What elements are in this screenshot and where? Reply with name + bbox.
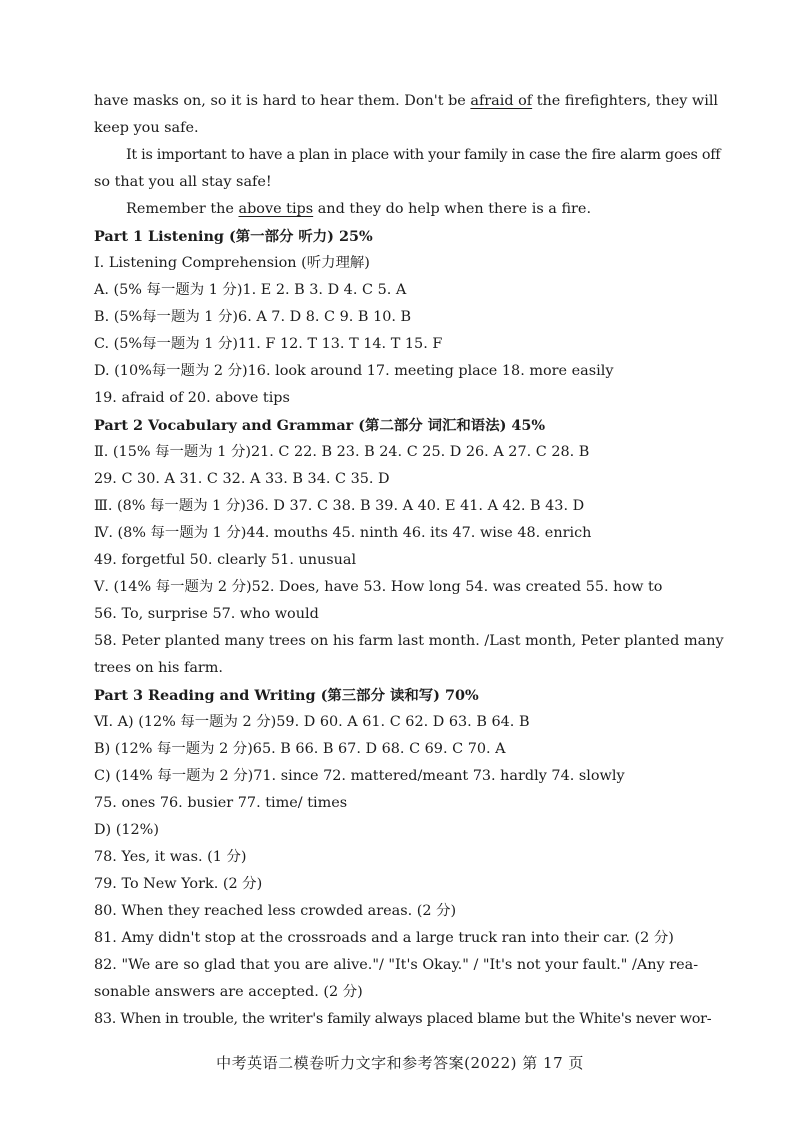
passage-line: It is important to have a plan in place with your family in case the fire alarm goes off xyxy=(126,147,721,163)
passage-line xyxy=(94,88,726,115)
passage-line: so that you all stay safe! xyxy=(94,174,272,190)
answer-line: Ⅴ. (14% 每一题为 2 分)52. Does, have 53. How long 54. was created 55. how to xyxy=(94,579,663,595)
part1-heading: Part 1 Listening (第一部分 听力) 25% xyxy=(94,228,373,245)
passage-line: keep you safe. xyxy=(94,120,199,136)
answer-line: 29. C 30. A 31. C 32. A 33. B 34. C 35. D xyxy=(94,471,390,487)
answer-line: 81. Amy didn't stop at the crossroads and a large truck ran into their car. (2 分) xyxy=(94,930,674,946)
passage-line xyxy=(94,196,726,223)
answer-line: 83. When in trouble, the writer's family always placed blame but the White's never wor- xyxy=(94,1011,712,1027)
answer-line: 82. "We are so glad that you are alive."/ "It's Okay." / "It's not your fault." /Any rea- xyxy=(94,957,699,973)
part3-heading: Part 3 Reading and Writing (第三部分 读和写) 70% xyxy=(94,687,479,704)
answer-line: 79. To New York. (2 分) xyxy=(94,876,263,892)
answer-line: 75. ones 76. busier 77. time/ times xyxy=(94,795,348,811)
passage-text: Remember the xyxy=(126,201,239,217)
answer-line: sonable answers are accepted. (2 分) xyxy=(94,984,363,1000)
answer-line: Ⅳ. (8% 每一题为 1 分)44. mouths 45. ninth 46. its 47. wise 48. enrich xyxy=(94,525,592,541)
answer-line: B. (5%每一题为 1 分)6. A 7. D 8. C 9. B 10. B xyxy=(94,309,412,325)
page-footer: 中考英语二模卷听力文字和参考答案(2022) 第 17 页 xyxy=(216,1054,584,1072)
answer-line: C) (14% 每一题为 2 分)71. since 72. mattered/meant 73. hardly 74. slowly xyxy=(94,768,625,784)
answer-line: 80. When they reached less crowded areas. (2 分) xyxy=(94,903,457,919)
answer-line: 49. forgetful 50. clearly 51. unusual xyxy=(94,552,357,568)
part2-heading: Part 2 Vocabulary and Grammar (第二部分 词汇和语法) 45% xyxy=(94,417,546,434)
answer-line: D. (10%每一题为 2 分)16. look around 17. meeting place 18. more easily xyxy=(94,363,614,379)
underlined-phrase: above tips xyxy=(238,201,314,217)
passage-text: the firefighters, they will xyxy=(532,93,719,109)
page-content xyxy=(94,88,726,1033)
answer-line: A. (5% 每一题为 1 分)1. E 2. B 3. D 4. C 5. A xyxy=(94,282,407,298)
passage-text: and they do help when there is a fire. xyxy=(313,201,592,217)
answer-line: 56. To, surprise 57. who would xyxy=(94,606,319,622)
answer-line: trees on his farm. xyxy=(94,660,223,676)
answer-line: 58. Peter planted many trees on his farm last month. /Last month, Peter planted many xyxy=(94,633,724,649)
answer-line: C. (5%每一题为 1 分)11. F 12. T 13. T 14. T 15. F xyxy=(94,336,443,352)
answer-line: 19. afraid of 20. above tips xyxy=(94,390,290,406)
answer-line: B) (12% 每一题为 2 分)65. B 66. B 67. D 68. C 69. C 70. A xyxy=(94,741,506,757)
answer-line: Ⅱ. (15% 每一题为 1 分)21. C 22. B 23. B 24. C 25. D 26. A 27. C 28. B xyxy=(94,444,590,460)
answer-line: Ⅵ. A) (12% 每一题为 2 分)59. D 60. A 61. C 62. D 63. B 64. B xyxy=(94,714,530,730)
answer-line: Ⅲ. (8% 每一题为 1 分)36. D 37. C 38. B 39. A 40. E 41. A 42. B 43. D xyxy=(94,498,585,514)
section-heading: Ⅰ. Listening Comprehension (听力理解) xyxy=(94,255,370,271)
answer-line: D) (12%) xyxy=(94,822,159,838)
passage-text: have masks on, so it is hard to hear them. Don't be xyxy=(94,93,471,109)
underlined-phrase: afraid of xyxy=(470,93,533,109)
answer-line: 78. Yes, it was. (1 分) xyxy=(94,849,247,865)
